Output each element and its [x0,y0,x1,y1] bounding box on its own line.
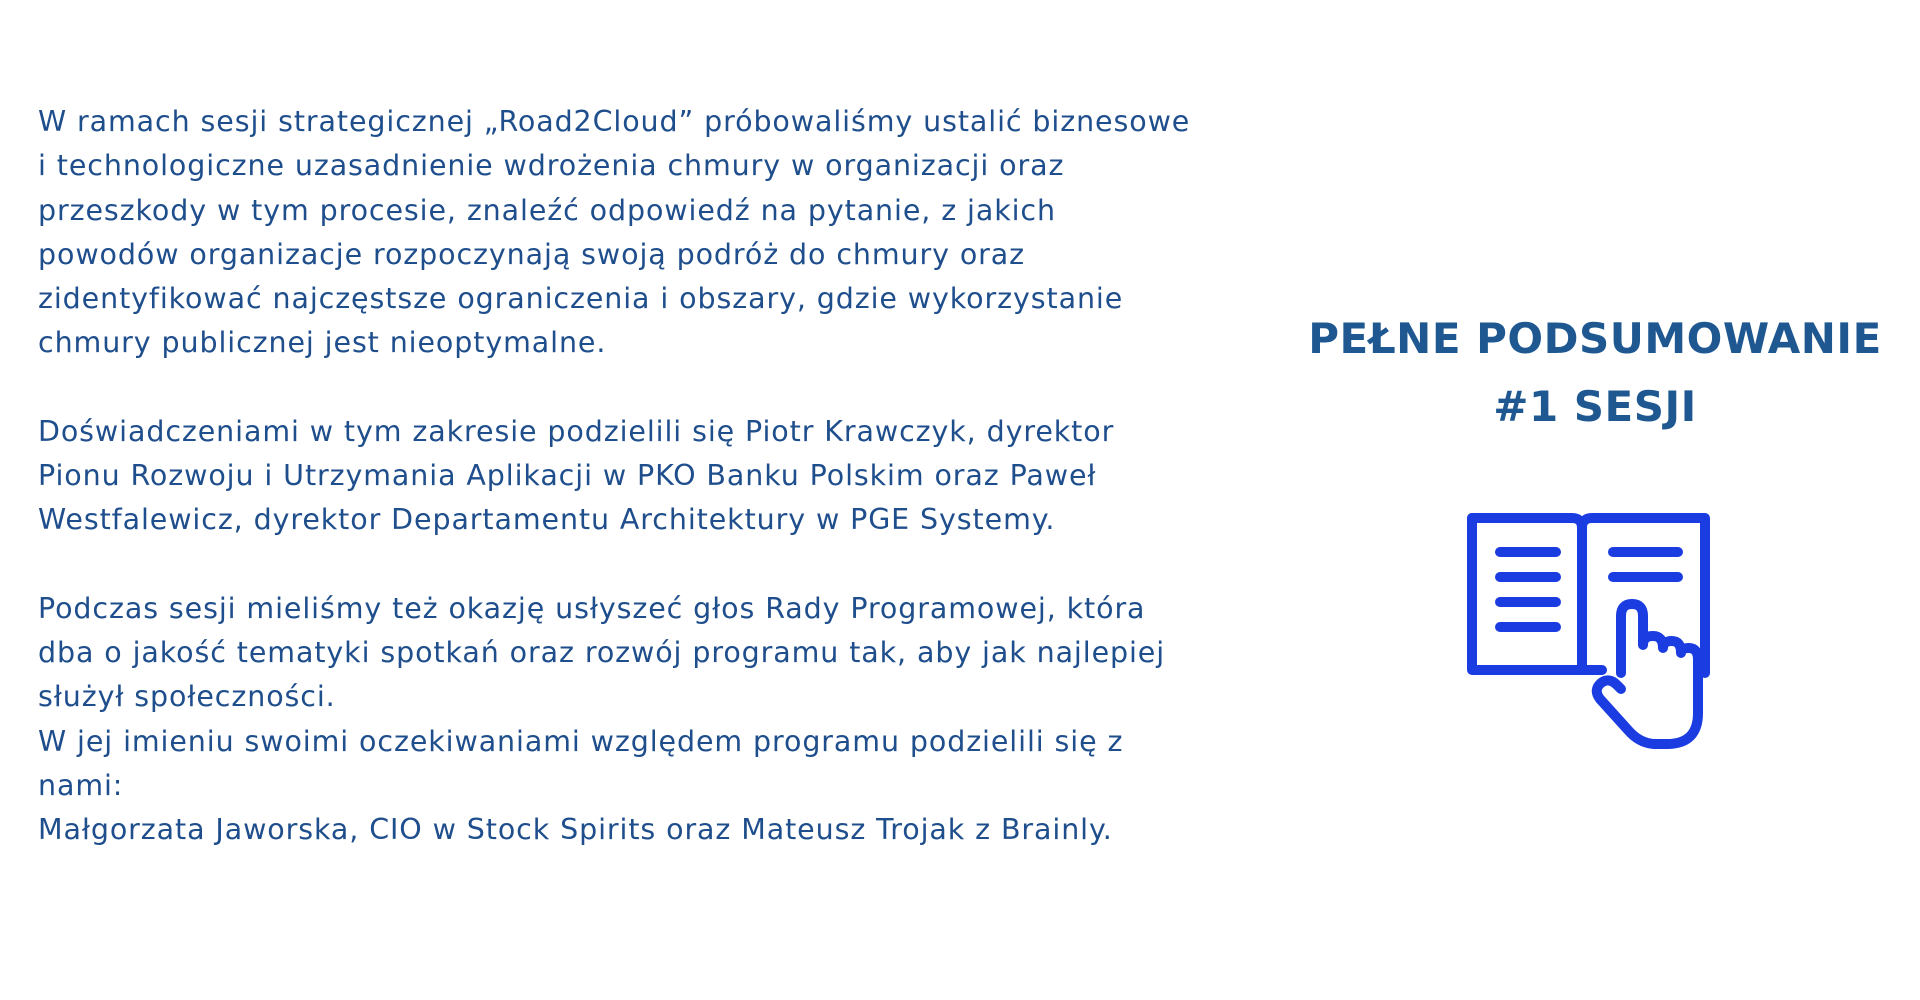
text-line: zidentyfikować najczęstsze ograniczenia i obszary, gdzie wykorzystanie [38,282,1124,316]
paragraph-spacer [38,366,1288,410]
open-book-pointer-icon[interactable] [1460,508,1730,763]
text-line: nami: [38,768,124,802]
text-line: Małgorzata Jaworska, CIO w Stock Spirits oraz Mateusz Trojak z Brainly. [38,813,1113,847]
text-line: W jej imieniu swoimi oczekiwaniami względem programu podzielili się z [38,724,1124,758]
text-line: Podczas sesji mieliśmy też okazję usłyszeć głos Rady Programowej, która [38,591,1146,625]
text-line: Pionu Rozwoju i Utrzymania Aplikacji w PKO Banku Polskim oraz Paweł [38,459,1097,493]
book-frame [1472,518,1582,670]
paragraph-1 [38,100,1288,366]
text-line: dba o jakość tematyki spotkań oraz rozwój programu tak, aby jak najlepiej [38,635,1166,669]
summary-heading[interactable] [1280,305,1910,441]
text-line: W ramach sesji strategicznej „Road2Cloud” próbowaliśmy ustalić biznesowe [38,105,1191,138]
text-line: Doświadczeniami w tym zakresie podzielili się Piotr Krawczyk, dyrektor [38,414,1115,448]
text-line: chmury publicznej jest nieoptymalne. [38,326,607,360]
text-line: powodów organizacje rozpoczynają swoją podróż do chmury oraz [38,237,1026,271]
article-text [38,100,1288,852]
summary-heading-line-2: #1 SESJI [1493,382,1697,431]
paragraph-spacer [38,543,1288,587]
text-line: służył społeczności. [38,680,336,714]
text-line: przeszkody w tym procesie, znaleźć odpowiedź na pytanie, z jakich [38,193,1056,227]
paragraph-2 [38,410,1288,543]
paragraph-3 [38,587,1288,853]
book-left-page [1472,518,1582,670]
text-line: i technologiczne uzasadnienie wdrożenia chmury w organizacji oraz [38,149,1065,183]
summary-heading-line-1: PEŁNE PODSUMOWANIE [1308,314,1882,363]
pointer-hand [1597,604,1698,744]
text-line: Westfalewicz, dyrektor Departamentu Architektury w PGE Systemy. [38,503,1056,537]
